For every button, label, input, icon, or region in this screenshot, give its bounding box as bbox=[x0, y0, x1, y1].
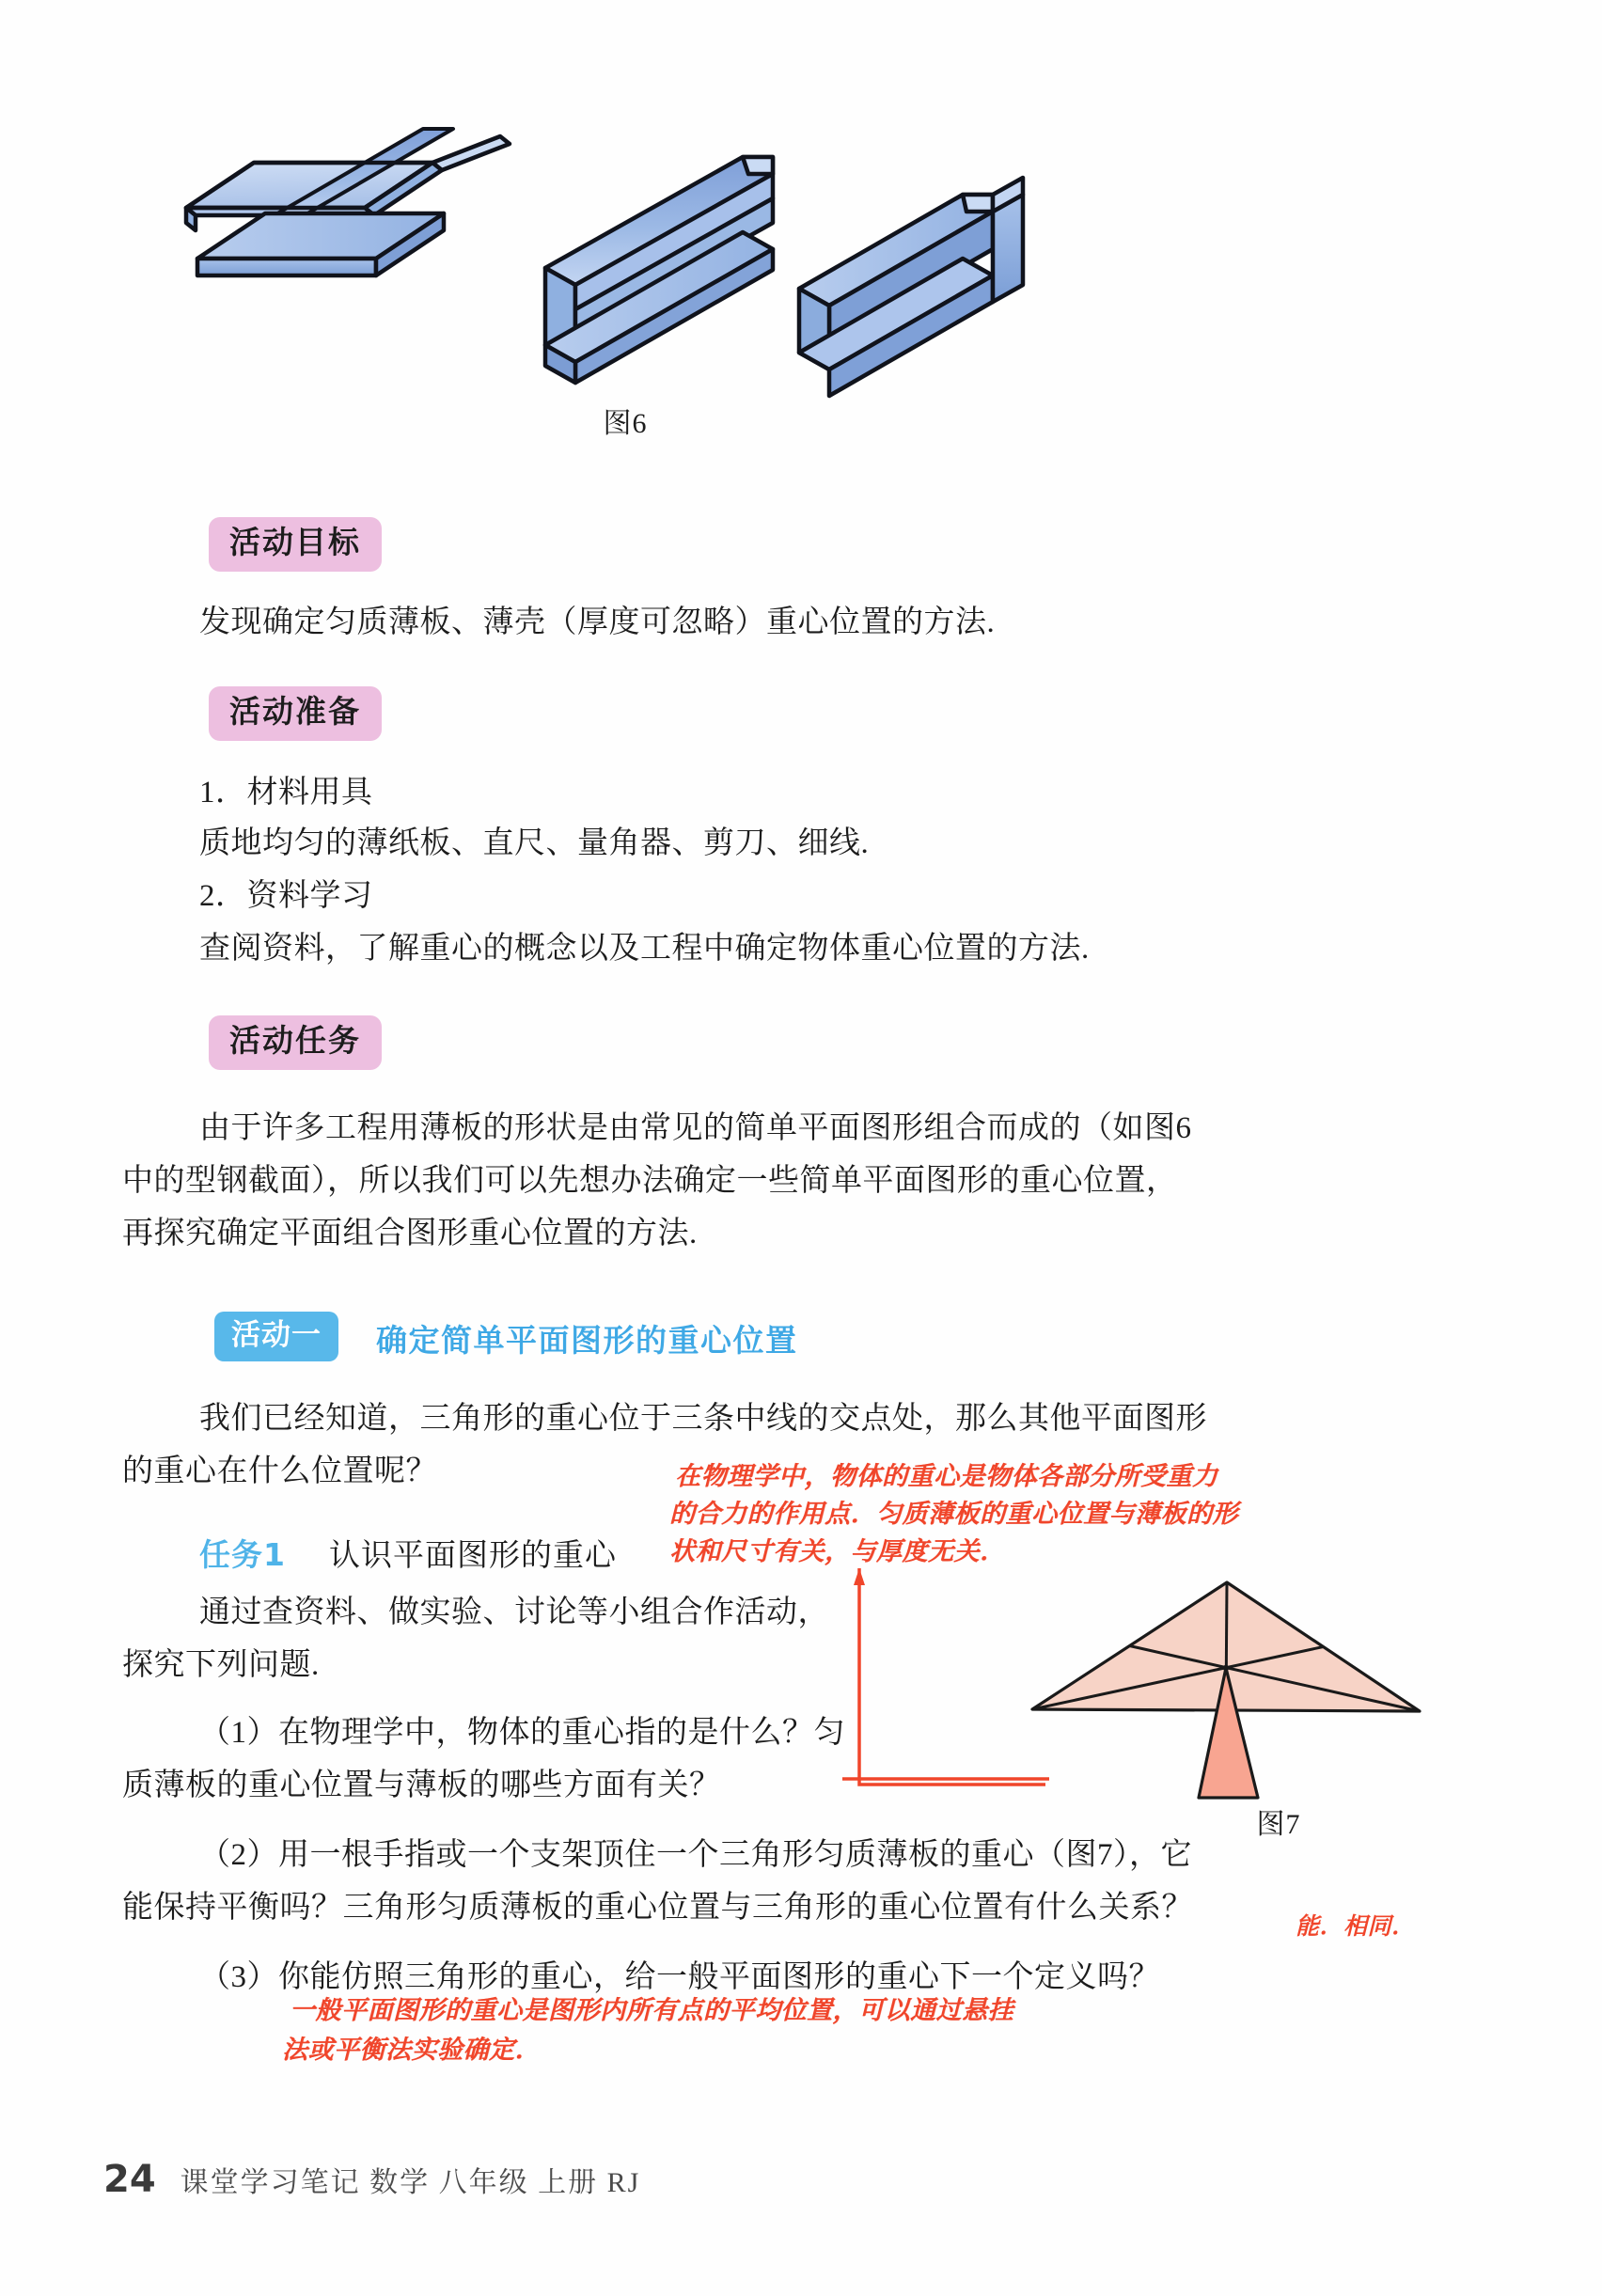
handwritten-note-1-line3: 状和尺寸有关，与厚度无关． bbox=[669, 1537, 1006, 1566]
question1-line2: 质薄板的重心位置与薄板的哪些方面有关？ bbox=[122, 1769, 721, 1802]
prepare-item2-body: 查阅资料，了解重心的概念以及工程中确定物体重心位置的方法. bbox=[199, 932, 1090, 966]
handwritten-note-1-line1: 在物理学中，物体的重心是物体各部分所受重力 bbox=[675, 1462, 1218, 1491]
handwritten-note-2: 能．相同． bbox=[1296, 1912, 1416, 1940]
question1-line1: （1）在物理学中，物体的重心指的是什么？匀 bbox=[199, 1716, 845, 1750]
angle-section-shape bbox=[545, 157, 773, 383]
badge-activity-goal: 活动目标 bbox=[209, 517, 382, 572]
channel-section-shape bbox=[799, 178, 1023, 396]
footer-book-title: 课堂学习笔记 数学 八年级 上册 RJ bbox=[180, 2167, 641, 2198]
handwritten-note-1-line2: 的合力的作用点．匀质薄板的重心位置与薄板的形 bbox=[669, 1500, 1238, 1529]
handwritten-note-3-line2: 法或平衡法实验确定． bbox=[282, 2036, 541, 2065]
figure6-illustration bbox=[141, 118, 1316, 439]
task-paragraph-line2: 中的型钢截面），所以我们可以先想办法确定一些简单平面图形的重心位置， bbox=[122, 1164, 1178, 1198]
badge-activity-one: 活动一 bbox=[214, 1312, 338, 1361]
task1-body-line2: 探究下列问题. bbox=[122, 1648, 320, 1682]
task1-body-line1: 通过查资料、做实验、讨论等小组合作活动， bbox=[199, 1596, 829, 1629]
badge-activity-prepare: 活动准备 bbox=[209, 686, 382, 741]
task-paragraph-line3: 再探究确定平面组合图形重心位置的方法. bbox=[122, 1217, 698, 1250]
handwritten-note-3-line1: 一般平面图形的重心是图形内所有点的平均位置，可以通过悬挂 bbox=[290, 1996, 1013, 2025]
activity-one-intro-line1: 我们已经知道，三角形的重心位于三条中线的交点处，那么其他平面图形 bbox=[199, 1402, 1207, 1436]
question2-line1: （2）用一根手指或一个支架顶住一个三角形匀质薄板的重心（图7），它 bbox=[199, 1838, 1192, 1872]
prepare-item1-body: 质地均匀的薄纸板、直尺、量角器、剪刀、细线. bbox=[199, 826, 870, 860]
badge-activity-task: 活动任务 bbox=[209, 1015, 382, 1070]
figure7-caption: 图7 bbox=[1256, 1809, 1301, 1840]
annotation-arrow-question1 bbox=[839, 1764, 1055, 1792]
goal-text: 发现确定匀质薄板、薄壳（厚度可忽略）重心位置的方法. bbox=[199, 605, 996, 639]
activity-one-intro-line2: 的重心在什么位置呢？ bbox=[122, 1455, 437, 1488]
prepare-item2-title: 2．资料学习 bbox=[199, 879, 373, 913]
figure7-illustration bbox=[1025, 1570, 1532, 1824]
prepare-item1-title: 1．材料用具 bbox=[199, 776, 373, 810]
triangle-on-support-svg bbox=[1025, 1570, 1532, 1815]
page-footer bbox=[103, 2158, 640, 2201]
footer-page-number: 24 bbox=[103, 2158, 156, 2201]
question3-line1: （3）你能仿照三角形的重心，给一般平面图形的重心下一个定义吗？ bbox=[199, 1960, 1160, 1994]
steel-sections-svg bbox=[141, 118, 1316, 400]
task1-label: 任务1 bbox=[199, 1536, 286, 1573]
task1-title: 认识平面图形的重心 bbox=[329, 1539, 617, 1573]
annotation-leader-line bbox=[846, 1561, 1053, 1805]
question2-line2: 能保持平衡吗？三角形匀质薄板的重心位置与三角形的重心位置有什么关系？ bbox=[122, 1891, 1193, 1925]
figure6-caption: 图6 bbox=[603, 408, 648, 439]
task-paragraph-line1: 由于许多工程用薄板的形状是由常见的简单平面图形组合而成的（如图6 bbox=[199, 1111, 1192, 1145]
activity-one-title: 确定简单平面图形的重心位置 bbox=[376, 1322, 798, 1359]
i-beam-shape bbox=[186, 129, 510, 275]
